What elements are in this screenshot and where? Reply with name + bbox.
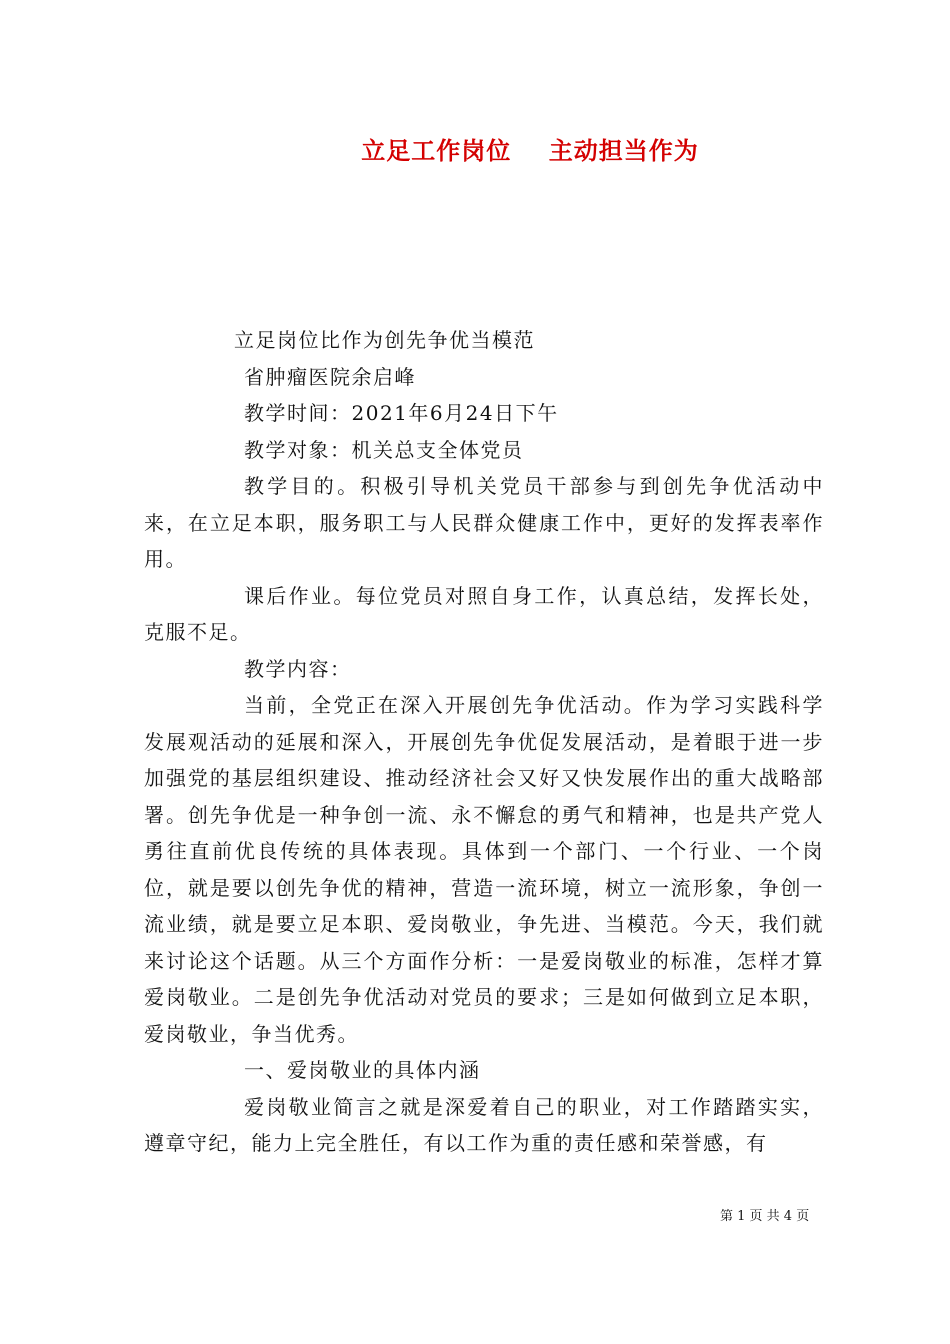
teaching-audience-paragraph: 教学对象：机关总支全体党员 [244,437,524,462]
subtitle-paragraph: 立足岗位比作为创先争优当模范 [234,328,535,352]
teaching-content-label: 教学内容： [244,656,352,681]
teaching-purpose-paragraph: 教学目的。积极引导机关党员干部参与到创先争优活动中来，在立足本职，服务职工与人民群众健康工作中，更好的发挥表率作用。 [144,474,824,571]
teaching-content-paragraph: 当前，全党正在深入开展创先争优活动。作为学习实践科学发展观活动的延展和深入，开展创先争优促发展活动，是着眼于进一步加强党的基层组织建设、推动经济社会又好又快发展作出的重大战略部署。创先争优是一种争创一流、永不懈怠的勇气和精神，也是共产党人勇往直前优良传统的具体表现。具体到一个部门、一个行业、一个岗位，就是要以创先争优的精神，营造一流环境，树立一流形象，争创一流业绩，就是要立足本职、爱岗敬业，争先进、当模范。今天，我们就来讨论这个话题。从三个方面作分析：一是爱岗敬业的标准，怎样才算爱岗敬业。二是创先争优活动对党员的要求；三是如何做到立足本职，爱岗敬业，争当优秀。 [144,693,824,1046]
teaching-time-paragraph: 教学时间：2021年6月24日下午 [244,401,559,425]
document-title: 立足工作岗位 主动担当作为 [361,136,699,165]
section-heading: 一、爱岗敬业的具体内涵 [244,1058,481,1082]
page-number-footer: 第 1 页 共 4 页 [720,1209,810,1224]
document-body [144,322,824,1162]
section-body-paragraph: 爱岗敬业简言之就是深爱着自己的职业，对工作踏踏实实，遵章守纪，能力上完全胜任，有以工作为重的责任感和荣誉感，有 [144,1094,824,1155]
author-paragraph: 省肿瘤医院余启峰 [244,364,416,389]
homework-paragraph: 课后作业。每位党员对照自身工作，认真总结，发挥长处，克服不足。 [144,583,824,644]
